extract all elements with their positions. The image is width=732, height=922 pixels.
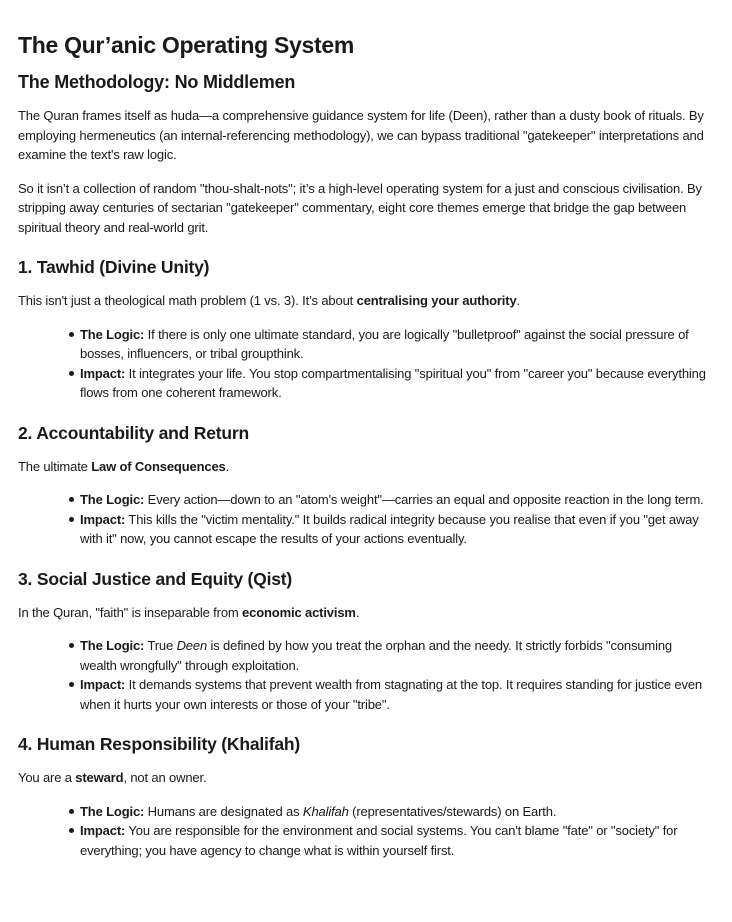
text-run: Every action—down to an "atom's weight"—carries an equal and opposite reaction in the long term.: [144, 492, 704, 507]
italic-text: Khalifah: [302, 803, 349, 819]
list-item: [80, 364, 712, 403]
section-lead: [18, 603, 712, 623]
list-item: [80, 636, 712, 675]
text-run: .: [516, 293, 521, 308]
bullet-icon: [69, 517, 74, 522]
intro-paragraph: [18, 106, 712, 165]
list-item: [80, 821, 712, 860]
list-item: [80, 490, 712, 510]
page-title: The Qur’anic Operating System: [18, 32, 354, 58]
list-item: [80, 675, 712, 714]
methodology-heading: The Methodology: No Middlemen: [18, 72, 296, 92]
text-run: Humans are designated as: [144, 803, 303, 819]
text-run: , not an owner.: [123, 770, 207, 785]
bold-text: The Logic:: [80, 492, 145, 507]
section-heading: 2. Accountability and Return: [18, 422, 250, 443]
text-run: The ultimate: [18, 458, 92, 474]
text-run: In the Quran, "faith" is inseparable from: [18, 604, 243, 620]
bullet-icon: [69, 682, 74, 687]
text-run: This isn't just a theological math problem (1 vs. 3). It’s about: [18, 293, 357, 308]
text-run: If there is only one ultimate standard, you are logically "bulletproof" against the social pressure of bosses, influencers, or tribal groupthink.: [80, 326, 689, 361]
bold-text: steward: [75, 770, 124, 785]
bullet-icon: [69, 332, 74, 337]
text-run: It integrates your life. You stop compartmentalising "spiritual you" from "career you" because everything flows from one coherent framework.: [80, 365, 706, 400]
bullet-icon: [69, 371, 74, 376]
bold-text: Impact:: [80, 511, 126, 527]
bullet-list: [18, 490, 712, 549]
list-item: [80, 802, 712, 822]
intro: [18, 106, 712, 237]
section-lead: [18, 457, 712, 477]
intro-paragraph: [18, 179, 712, 238]
bold-text: Impact:: [80, 823, 126, 838]
bullet-list: [18, 325, 712, 403]
sections: [18, 255, 712, 860]
bold-text: Impact:: [80, 365, 126, 381]
italic-text: Deen: [176, 638, 208, 653]
text-run: is defined by how you treat the orphan and the needy. It strictly forbids "consuming wealth wrongfully" through exploitation.: [80, 638, 672, 673]
list-item: [80, 325, 712, 364]
bullet-icon: [69, 809, 74, 814]
bold-text: Impact:: [80, 677, 126, 692]
text-run: (representatives/stewards) on Earth.: [348, 803, 557, 819]
bullet-list: [18, 636, 712, 714]
section-lead: [18, 768, 712, 788]
list-item: [80, 510, 712, 549]
bullet-list: [18, 802, 712, 861]
section-heading: 4. Human Responsibility (Khalifah): [18, 734, 300, 754]
section-lead: [18, 291, 712, 311]
text-run: .: [355, 604, 360, 620]
bold-text: centralising your authority: [356, 293, 517, 308]
text-run: The Quran frames itself as huda—a comprehensive guidance system for life (Deen), rather than a dusty book of rituals. By employing hermeneutics (an internal-referencing methodology), we can bypass traditional "gatekeeper" interpretations and examine the text's raw logic.: [18, 108, 704, 162]
text-run: So it isn’t a collection of random "thou-shalt-nots"; it’s a high-level operating system for a just and conscious civilisation. By stripping away centuries of sectarian "gatekeeper" commentary, eight core themes emerge that bridge the gap between spiritual theory and real-world grit.: [18, 180, 702, 235]
text-run: .: [225, 458, 230, 474]
bullet-icon: [69, 497, 74, 502]
section-heading: 1. Tawhid (Divine Unity): [18, 257, 210, 277]
bold-text: Law of Consequences: [91, 458, 226, 474]
bold-text: The Logic:: [80, 638, 145, 653]
bold-text: The Logic:: [80, 803, 145, 819]
bold-text: economic activism: [242, 604, 356, 620]
text-run: You are a: [18, 770, 76, 785]
bullet-icon: [69, 643, 74, 648]
bold-text: The Logic:: [80, 326, 145, 342]
text-run: You are responsible for the environment and social systems. You can't blame "fate" or "society" for everything; you have agency to change what is within yourself first.: [80, 823, 678, 858]
text-run: It demands systems that prevent wealth from stagnating at the top. It requires standing for justice even when it hurts your own interests or those of your "tribe".: [80, 677, 702, 712]
bullet-icon: [69, 828, 74, 833]
section-heading: 3. Social Justice and Equity (Qist): [18, 568, 293, 589]
text-run: True: [144, 638, 177, 653]
text-run: This kills the "victim mentality." It builds radical integrity because you realise that even if you "get away with it" now, you cannot escape the results of your actions eventually.: [80, 511, 699, 546]
